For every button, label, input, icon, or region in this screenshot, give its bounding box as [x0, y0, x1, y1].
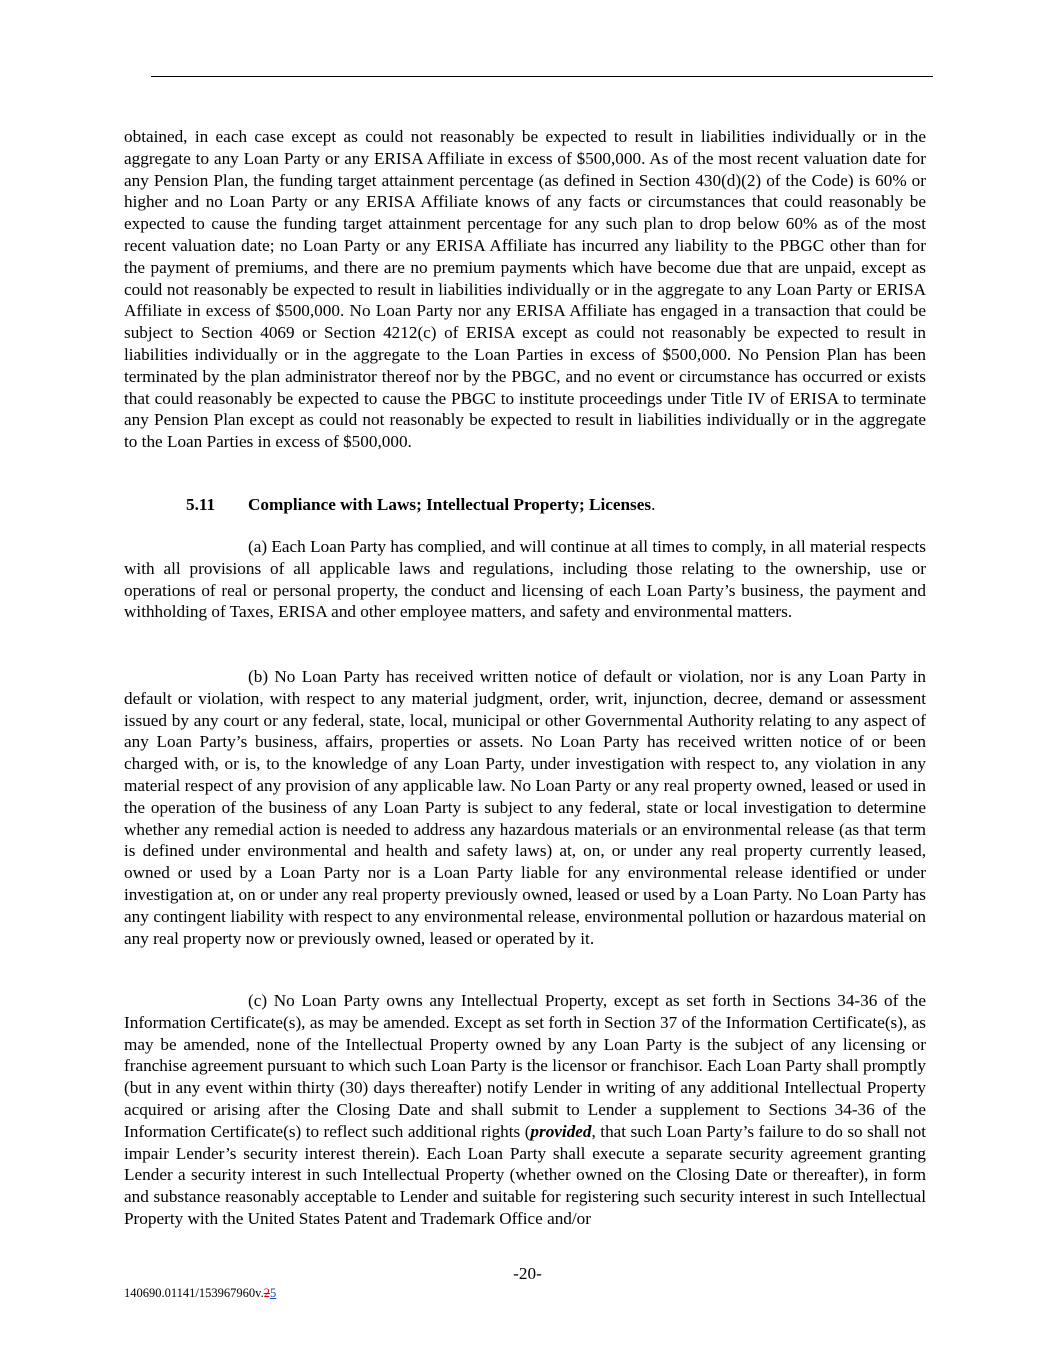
provided-emphasis: provided — [530, 1121, 592, 1141]
section-number: 5.11 — [186, 495, 216, 514]
header-rule — [151, 76, 933, 77]
section-title: Compliance with Laws; Intellectual Property; Licenses — [248, 495, 652, 514]
paragraph-continuation: obtained, in each case except as could not reasonably be expected to result in liabilities individually or in the aggregate to any Loan Party or any ERISA Affiliate in excess of $500,000. As of the most recent valuation date for any Pension Plan, the funding target attainment percentage (as defined in Section 430(d)(2) of the Code) is 60% or higher and no Loan Party or any ERISA Affiliate knows of any facts or circumstances that could reasonably be expected to cause the funding target attainment percentage for any such plan to drop below 60% as of the most recent valuation date; no Loan Party or any ERISA Affiliate has incurred any liability to the PBGC other than for the payment of premiums, and there are no premium payments which have become due that are unpaid, except as could not reasonably be expected to result in liabilities individually or in the aggregate to any Loan Party or ERISA Affiliate in excess of $500,000. No Loan Party nor any ERISA Affiliate has engaged in a transaction that could be subject to Section 4069 or Section 4212(c) of ERISA except as could not reasonably be expected to result in liabilities individually or in the aggregate to the Loan Parties in excess of $500,000. No Pension Plan has been terminated by the plan administrator thereof nor by the PBGC, and no event or circumstance has occurred or exists that could reasonably be expected to cause the PBGC to institute proceedings under Title IV of ERISA to terminate any Pension Plan except as could not reasonably be expected to result in liabilities individually or in the aggregate to the Loan Parties in excess of $500,000. — [124, 127, 926, 452]
document-id-deleted-version: 2 — [263, 1286, 270, 1300]
page-number: -20- — [513, 1264, 542, 1283]
document-id — [124, 1286, 276, 1301]
section-title-period: . — [651, 495, 656, 514]
paragraph-b: (b) No Loan Party has received written notice of default or violation, nor is any Loan Party in default or violation, with respect to any material judgment, order, writ, injunction, decree, demand or assessment issued by any court or any federal, state, local, municipal or other Governmental Authority relating to any aspect of any Loan Party’s business, affairs, properties or assets. No Loan Party has received written notice of or been charged with, or is, to the knowledge of any Loan Party, under investigation with respect to, any violation in any material respect of any provision of any applicable law. No Loan Party or any real property owned, leased or used in the operation of the business of any Loan Party is subject to any federal, state or local investigation to determine whether any remedial action is needed to address any hazardous materials or an environmental release (as that term is defined under environmental and health and safety laws) at, on, or under any real property currently leased, owned or used by a Loan Party nor is a Loan Party liable for any environmental release identified or under investigation at, on or under any real property previously owned, leased or used by a Loan Party. No Loan Party has any contingent liability with respect to any environmental release, environmental pollution or hazardous material on any real property now or previously owned, leased or operated by it. — [124, 667, 926, 948]
section-heading — [186, 494, 655, 516]
document-id-base: 140690.01141/153967960v. — [124, 1286, 264, 1300]
paragraph-c-text-2: , that such Loan Party’s failure to do so shall not impair Lender’s security interest therein). Each Loan Party shall execute a separate security agreement granting Lender a security interest in such Intellectual Property (whether owned on the Closing Date or thereafter), in form and substance reasonably acceptable to Lender and suitable for registering such security interest in such Intellectual Property with the United States Patent and Trademark Office and/or — [124, 1121, 926, 1228]
document-id-inserted-version: 5 — [269, 1286, 277, 1300]
paragraph-c — [124, 990, 926, 1230]
paragraph-c-text-1: (c) No Loan Party owns any Intellectual Property, except as set forth in Sections 34-36 of the Information Certificate(s), as may be amended. Except as set forth in Section 37 of the Information Certificate(s), as may be amended, none of the Intellectual Property owned by any Loan Party is the subject of any licensing or franchise agreement pursuant to which such Loan Party is the licensor or franchisor. Each Loan Party shall promptly (but in any event within thirty (30) days thereafter) notify Lender in writing of any additional Intellectual Property acquired or arising after the Closing Date and shall submit to Lender a supplement to Sections 34-36 of the Information Certificate(s) to reflect such additional rights ( — [124, 991, 926, 1141]
paragraph-a: (a) Each Loan Party has complied, and will continue at all times to comply, in all material respects with all provisions of all applicable laws and regulations, including those relating to the ownership, use or operations of real or personal property, the conduct and licensing of each Loan Party’s business, the payment and withholding of Taxes, ERISA and other employee matters, and safety and environmental matters. — [124, 537, 926, 622]
